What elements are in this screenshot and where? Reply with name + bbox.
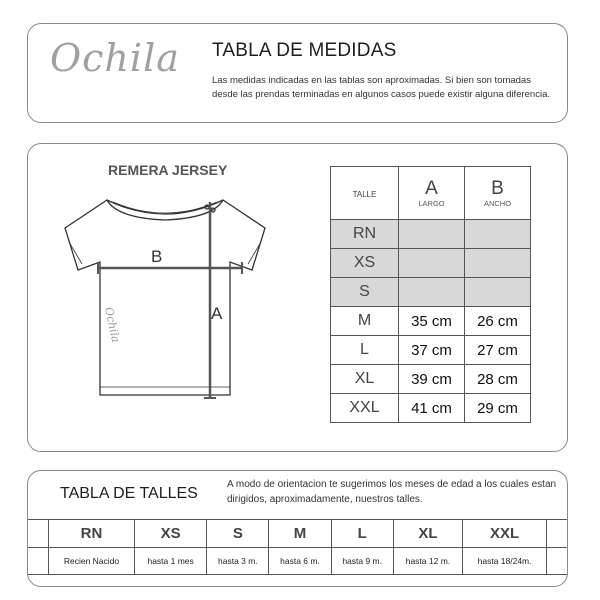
brand-logo: Ochila [50,36,180,80]
table-row [331,220,531,249]
size-cell: M [269,520,331,548]
table-row [331,249,531,278]
length-header: LARGO [418,198,445,208]
row-size: XXL [331,394,399,423]
row-width: 28 cm [465,365,531,394]
row-width [465,278,531,307]
sizes-title: TABLA DE TALLES [60,485,198,502]
months-cell: hasta 9 m. [331,548,393,575]
months-cell: Recien Nacido [49,548,135,575]
size-cell: XS [134,520,206,548]
table-row [331,336,531,365]
row-length [399,220,465,249]
measure-label-b: B [151,247,163,266]
row-length: 37 cm [399,336,465,365]
row-size: XS [331,249,399,278]
months-cell: hasta 6 m. [269,548,331,575]
page-title: TABLA DE MEDIDAS [212,40,397,61]
row-length [399,249,465,278]
size-cell: L [331,520,393,548]
months-cell: hasta 1 mes [134,548,206,575]
row-width [465,220,531,249]
row-size: RN [331,220,399,249]
row-size: M [331,307,399,336]
width-letter: B [491,177,504,199]
row-width: 29 cm [465,394,531,423]
row-length: 35 cm [399,307,465,336]
months-cell: hasta 18/24m. [463,548,547,575]
row-width: 27 cm [465,336,531,365]
row-length: 39 cm [399,365,465,394]
size-cell: XXL [463,520,547,548]
length-letter: A [425,177,438,199]
row-length [399,278,465,307]
sizes-table [28,519,567,575]
row-width [465,249,531,278]
width-header: ANCHO [483,198,512,208]
months-cell: hasta 12 m. [393,548,462,575]
row-size: L [331,336,399,365]
row-length: 41 cm [399,394,465,423]
table-row [331,278,531,307]
row-size: S [331,278,399,307]
table-row [331,307,531,336]
size-column-header: TALLE [352,190,377,199]
size-cell: S [207,520,269,548]
measurements-table [330,166,531,423]
table-row [331,365,531,394]
size-cell: RN [49,520,135,548]
sizes-row [28,520,567,548]
table-row [331,394,531,423]
months-row [28,548,567,575]
row-width: 26 cm [465,307,531,336]
tshirt-diagram [45,180,285,410]
size-cell: XL [393,520,462,548]
sizes-description: A modo de orientacion te sugerimos los meses de edad a los cuales estan dirigidos, aproximadamente, nuestros talles. [227,479,557,505]
measure-label-a: A [211,304,223,323]
months-cell: hasta 3 m. [207,548,269,575]
row-size: XL [331,365,399,394]
measurements-header-row [331,167,531,220]
garment-title: REMERA JERSEY [108,162,228,178]
garment-brand-mark: Ochila [102,305,123,344]
measure-disclaimer: Las medidas indicadas en las tablas son aproximadas. Si bien son tomadas desde las prendas terminadas en algunos casos puede existir alguna diferencia. [212,75,550,100]
